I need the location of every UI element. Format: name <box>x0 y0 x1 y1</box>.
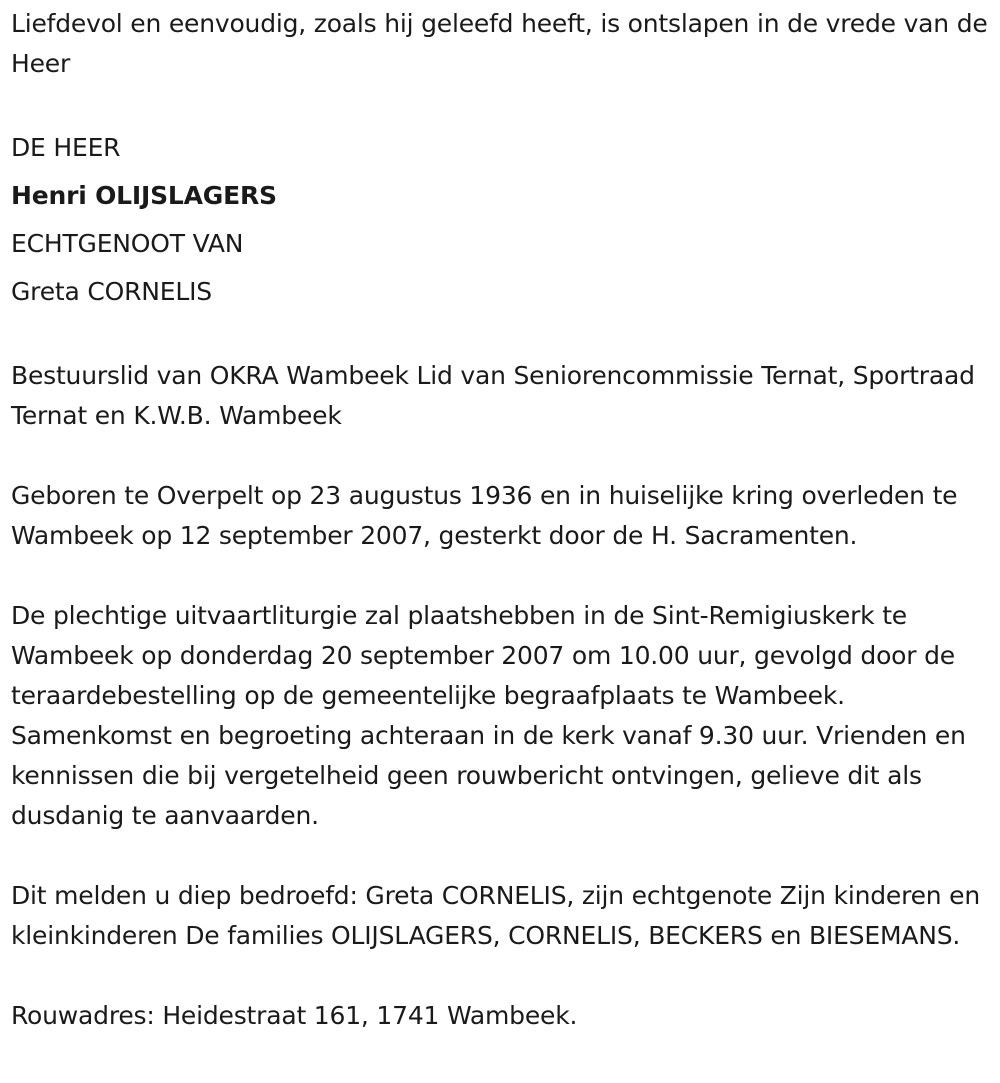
spacer <box>11 436 996 476</box>
deceased-name: Henri OLIJSLAGERS <box>11 181 277 210</box>
mourners-text: Dit melden u diep bedroefd: Greta CORNELIS, zijn echtgenote Zijn kinderen en kleinkinderen De families OLIJSLAGERS, CORNELIS, BECKERS en BIESEMANS. <box>11 881 981 950</box>
spacer <box>11 556 996 596</box>
obituary-document <box>11 4 996 1036</box>
spacer <box>11 316 996 356</box>
functions-text: Bestuurslid van OKRA Wambeek Lid van Seniorencommissie Ternat, Sportraad Ternat en K.W.B. Wambeek <box>11 361 975 430</box>
intro-text: Liefdevol en eenvoudig, zoals hij geleefd heeft, is ontslapen in de vrede van de Heer <box>11 9 988 78</box>
spacer <box>11 84 996 124</box>
spacer <box>11 956 996 996</box>
spacer <box>11 836 996 876</box>
title-prefix: DE HEER <box>11 133 121 162</box>
birth-death-text: Geboren te Overpelt op 23 augustus 1936 en in huiselijke kring overleden te Wambeek op 12 september 2007, gesterkt door de H. Sacramenten. <box>11 481 958 550</box>
spouse-label: ECHTGENOOT VAN <box>11 229 244 258</box>
spouse-name: Greta CORNELIS <box>11 277 212 306</box>
funeral-text: De plechtige uitvaartliturgie zal plaatshebben in de Sint-Remigiuskerk te Wambeek op donderdag 20 september 2007 om 10.00 uur, gevolgd door de teraardebestelling op de gemeentelijke begraafplaats te Wambeek. Samenkomst en begroeting achteraan in de kerk vanaf 9.30 uur. Vrienden en kennissen die bij vergetelheid geen rouwbericht ontvingen, gelieve dit als dusdanig te aanvaarden. <box>11 601 966 830</box>
address-text: Rouwadres: Heidestraat 161, 1741 Wambeek. <box>11 1001 578 1030</box>
